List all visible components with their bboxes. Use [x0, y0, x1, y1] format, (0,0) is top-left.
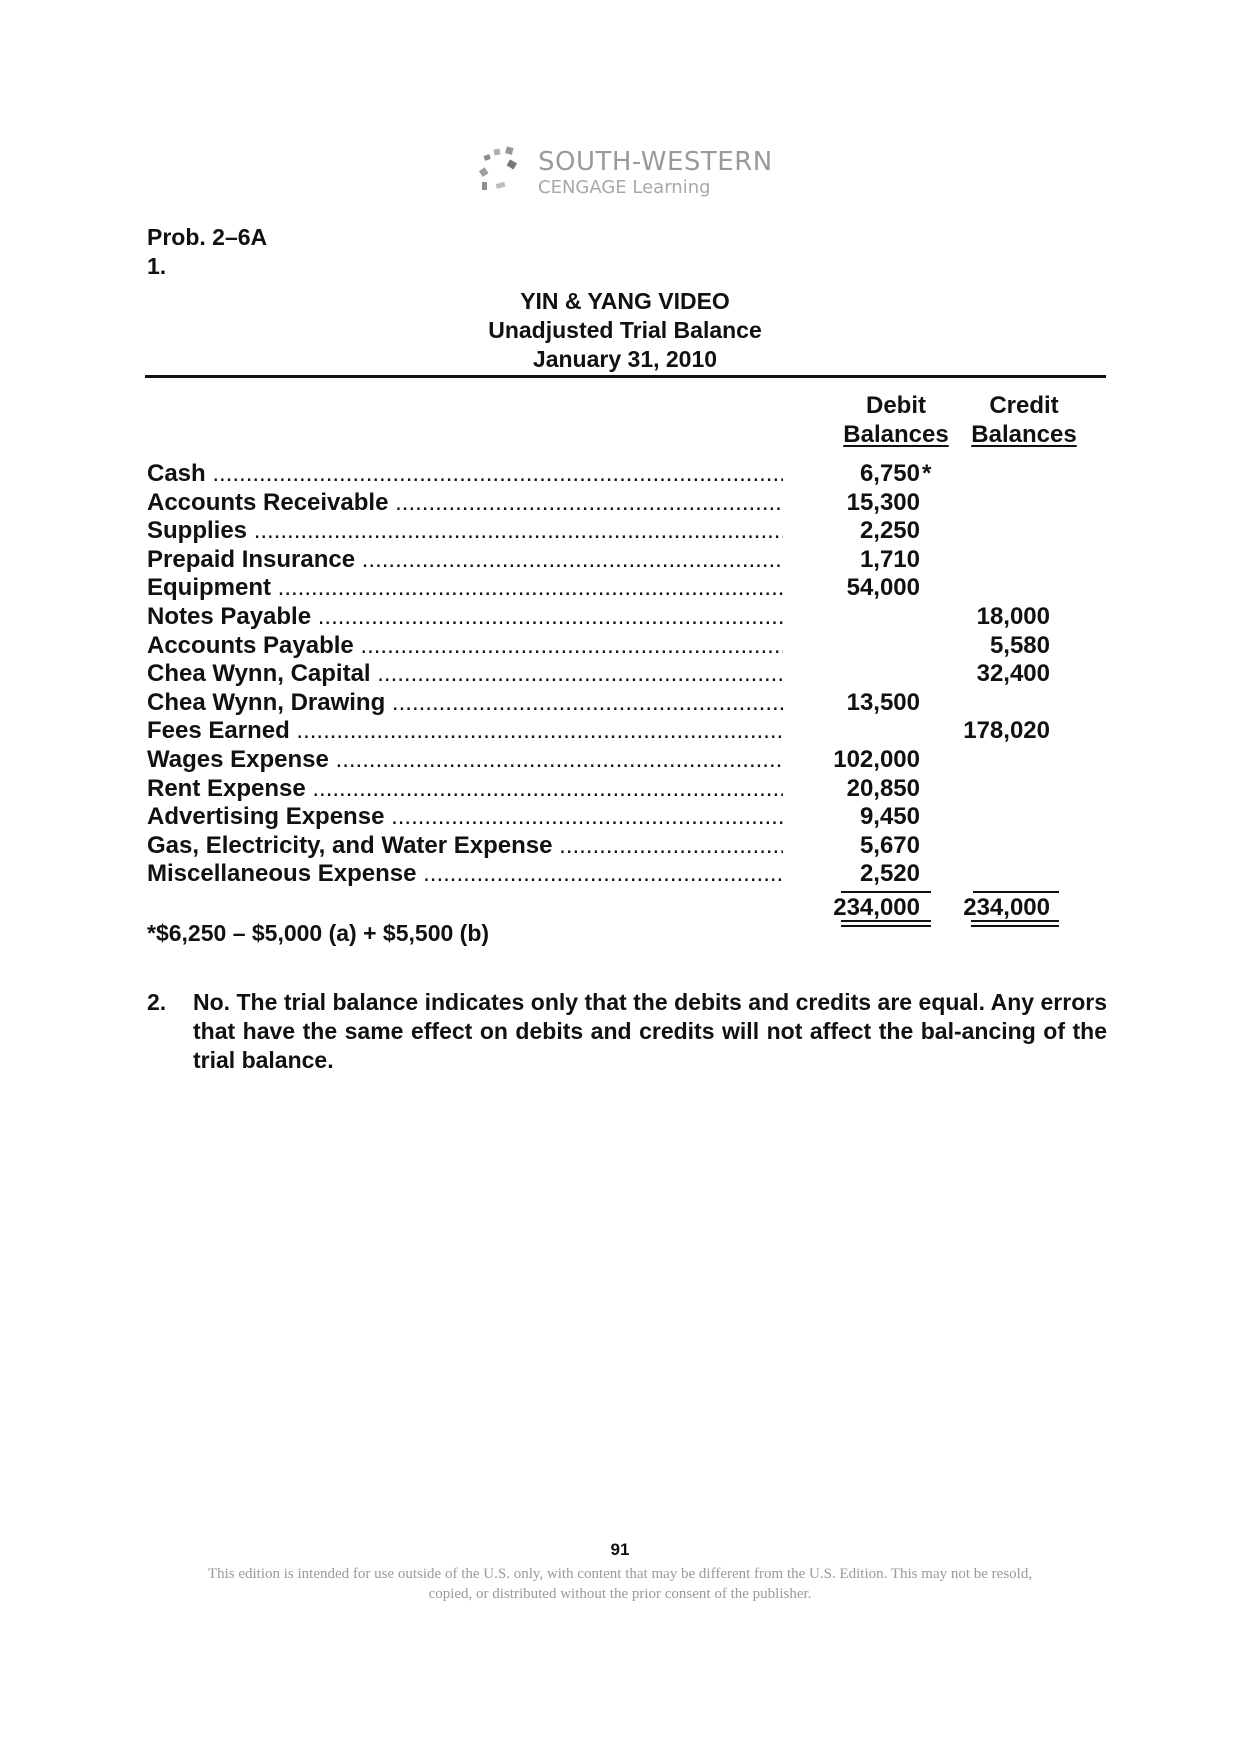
statement-date: January 31, 2010	[532, 346, 718, 372]
total-credit: 234,000	[963, 894, 1050, 921]
debit-column-header: Debit Balances	[843, 392, 949, 448]
account-name: Supplies .....	[147, 516, 783, 545]
account-name: Rent Expense .....	[147, 774, 783, 803]
account-name: Fees Earned .....	[147, 716, 783, 745]
publisher-name: SOUTH-WESTERN	[538, 147, 773, 177]
account-name: Wages Expense .....	[147, 745, 783, 774]
answer-text: No. The trial balance indicates only that the debits and credits are equal. Any errors that have the same effect on debits and credits will not affect the bal-ancing of the trial balance.	[193, 989, 1107, 1073]
debit-amount: 5,670	[859, 831, 920, 859]
credit-amount: 32,400	[976, 660, 1050, 688]
part-number: 1.	[147, 253, 167, 279]
debit-total-double-rule	[841, 920, 931, 927]
footnote: *$6,250 – $5,000 (a) + $5,500 (b)	[147, 920, 490, 946]
publisher-logo	[478, 145, 778, 201]
page-number: 91	[610, 1540, 630, 1559]
debit-amount: 2,250	[859, 517, 920, 545]
cengage-logo-icon	[478, 145, 534, 201]
debit-amount: 20,850	[846, 774, 920, 802]
debit-amount: 2,520	[859, 860, 920, 888]
company-name: YIN & YANG VIDEO	[520, 288, 730, 314]
debit-amount: 102,000	[833, 746, 920, 773]
publisher-subtitle: CENGAGE Learning	[538, 177, 711, 198]
header-rule	[145, 375, 1106, 378]
credit-amount: 178,020	[963, 717, 1050, 745]
account-name: Chea Wynn, Drawing .....	[147, 688, 783, 717]
footnote-marker: *	[922, 460, 932, 487]
account-name: Accounts Receivable .....	[147, 488, 783, 517]
debit-amount: 1,710	[859, 545, 920, 573]
credit-total-double-rule	[971, 920, 1059, 927]
debit-amount: 54,000	[846, 574, 920, 602]
total-debit: 234,000	[833, 894, 920, 921]
statement-title: Unadjusted Trial Balance	[488, 317, 762, 343]
answer-number: 2.	[147, 989, 167, 1015]
account-name: Miscellaneous Expense .....	[147, 859, 783, 888]
account-name: Prepaid Insurance .....	[147, 545, 783, 574]
debit-amount: 6,750	[859, 460, 920, 487]
account-name: Advertising Expense .....	[147, 802, 783, 831]
legal-notice: This edition is intended for use outside of the U.S. only, with content that may be different from the U.S. Edition. This may not be resold, copied, or distributed without the prior consent of the publisher.	[207, 1566, 1033, 1602]
account-name: Accounts Payable .....	[147, 631, 783, 660]
debit-amount: 15,300	[846, 488, 920, 516]
problem-label	[147, 223, 267, 281]
account-name: Equipment .....	[147, 573, 783, 602]
credit-amount: 18,000	[976, 603, 1050, 630]
debit-amount: 13,500	[846, 688, 920, 716]
credit-amount: 5,580	[989, 631, 1050, 659]
account-name: Cash .....	[147, 459, 783, 488]
credit-column-header: Credit Balances	[971, 392, 1077, 448]
problem-number: Prob. 2–6A	[147, 224, 268, 250]
account-name: Chea Wynn, Capital .....	[147, 659, 783, 688]
account-name: Gas, Electricity, and Water Expense .....	[147, 831, 783, 860]
account-name: Notes Payable .....	[147, 602, 783, 631]
debit-amount: 9,450	[859, 803, 920, 831]
